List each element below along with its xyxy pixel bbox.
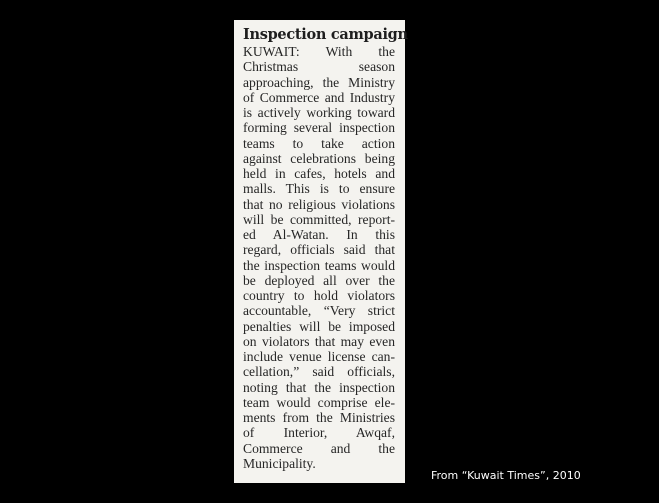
article-line: of Commerce and Industry — [243, 89, 395, 105]
article-line: include venue license can- — [243, 349, 395, 364]
article-line: accountable, “Very strict — [243, 303, 395, 319]
article-line: against celebrations being — [243, 150, 395, 166]
article-line: ments from the Ministries — [243, 410, 395, 425]
article-line: penalties will be imposed — [243, 318, 395, 334]
article-line: regard, officials said that — [243, 242, 395, 258]
article-line: teams to take action — [243, 135, 395, 151]
article-line: Commerce and the — [243, 440, 395, 456]
article-line: forming several inspection — [243, 120, 395, 136]
article-line: be deployed all over the — [243, 272, 395, 288]
article-line: the inspection teams would — [243, 257, 395, 273]
article-line: team would comprise ele- — [243, 394, 395, 410]
source-caption: From “Kuwait Times”, 2010 — [431, 469, 581, 482]
article-line: KUWAIT: With the — [243, 44, 395, 59]
article-line: on violators that may even — [243, 333, 395, 349]
article-line: country to hold violators — [243, 288, 395, 303]
article-line: noting that the inspection — [243, 379, 395, 395]
article-line: malls. This is to ensure — [243, 181, 395, 197]
article-line: that no religious violations — [243, 196, 395, 212]
article-line: approaching, the Ministry — [243, 74, 395, 90]
article-headline: Inspection campaign — [243, 26, 408, 43]
article-line: of Interior, Awqaf, — [243, 425, 395, 441]
article-line: cellation,” said officials, — [243, 364, 395, 380]
article-line: Municipality. — [243, 455, 316, 471]
article-line: held in cafes, hotels and — [243, 166, 395, 181]
article-line: will be committed, report- — [243, 211, 395, 227]
newspaper-clipping — [234, 20, 408, 483]
article-body — [243, 44, 395, 471]
article-line: is actively working toward — [243, 105, 395, 120]
article-line: ed Al-Watan. In this — [243, 227, 395, 242]
article-line: Christmas season — [243, 59, 395, 75]
